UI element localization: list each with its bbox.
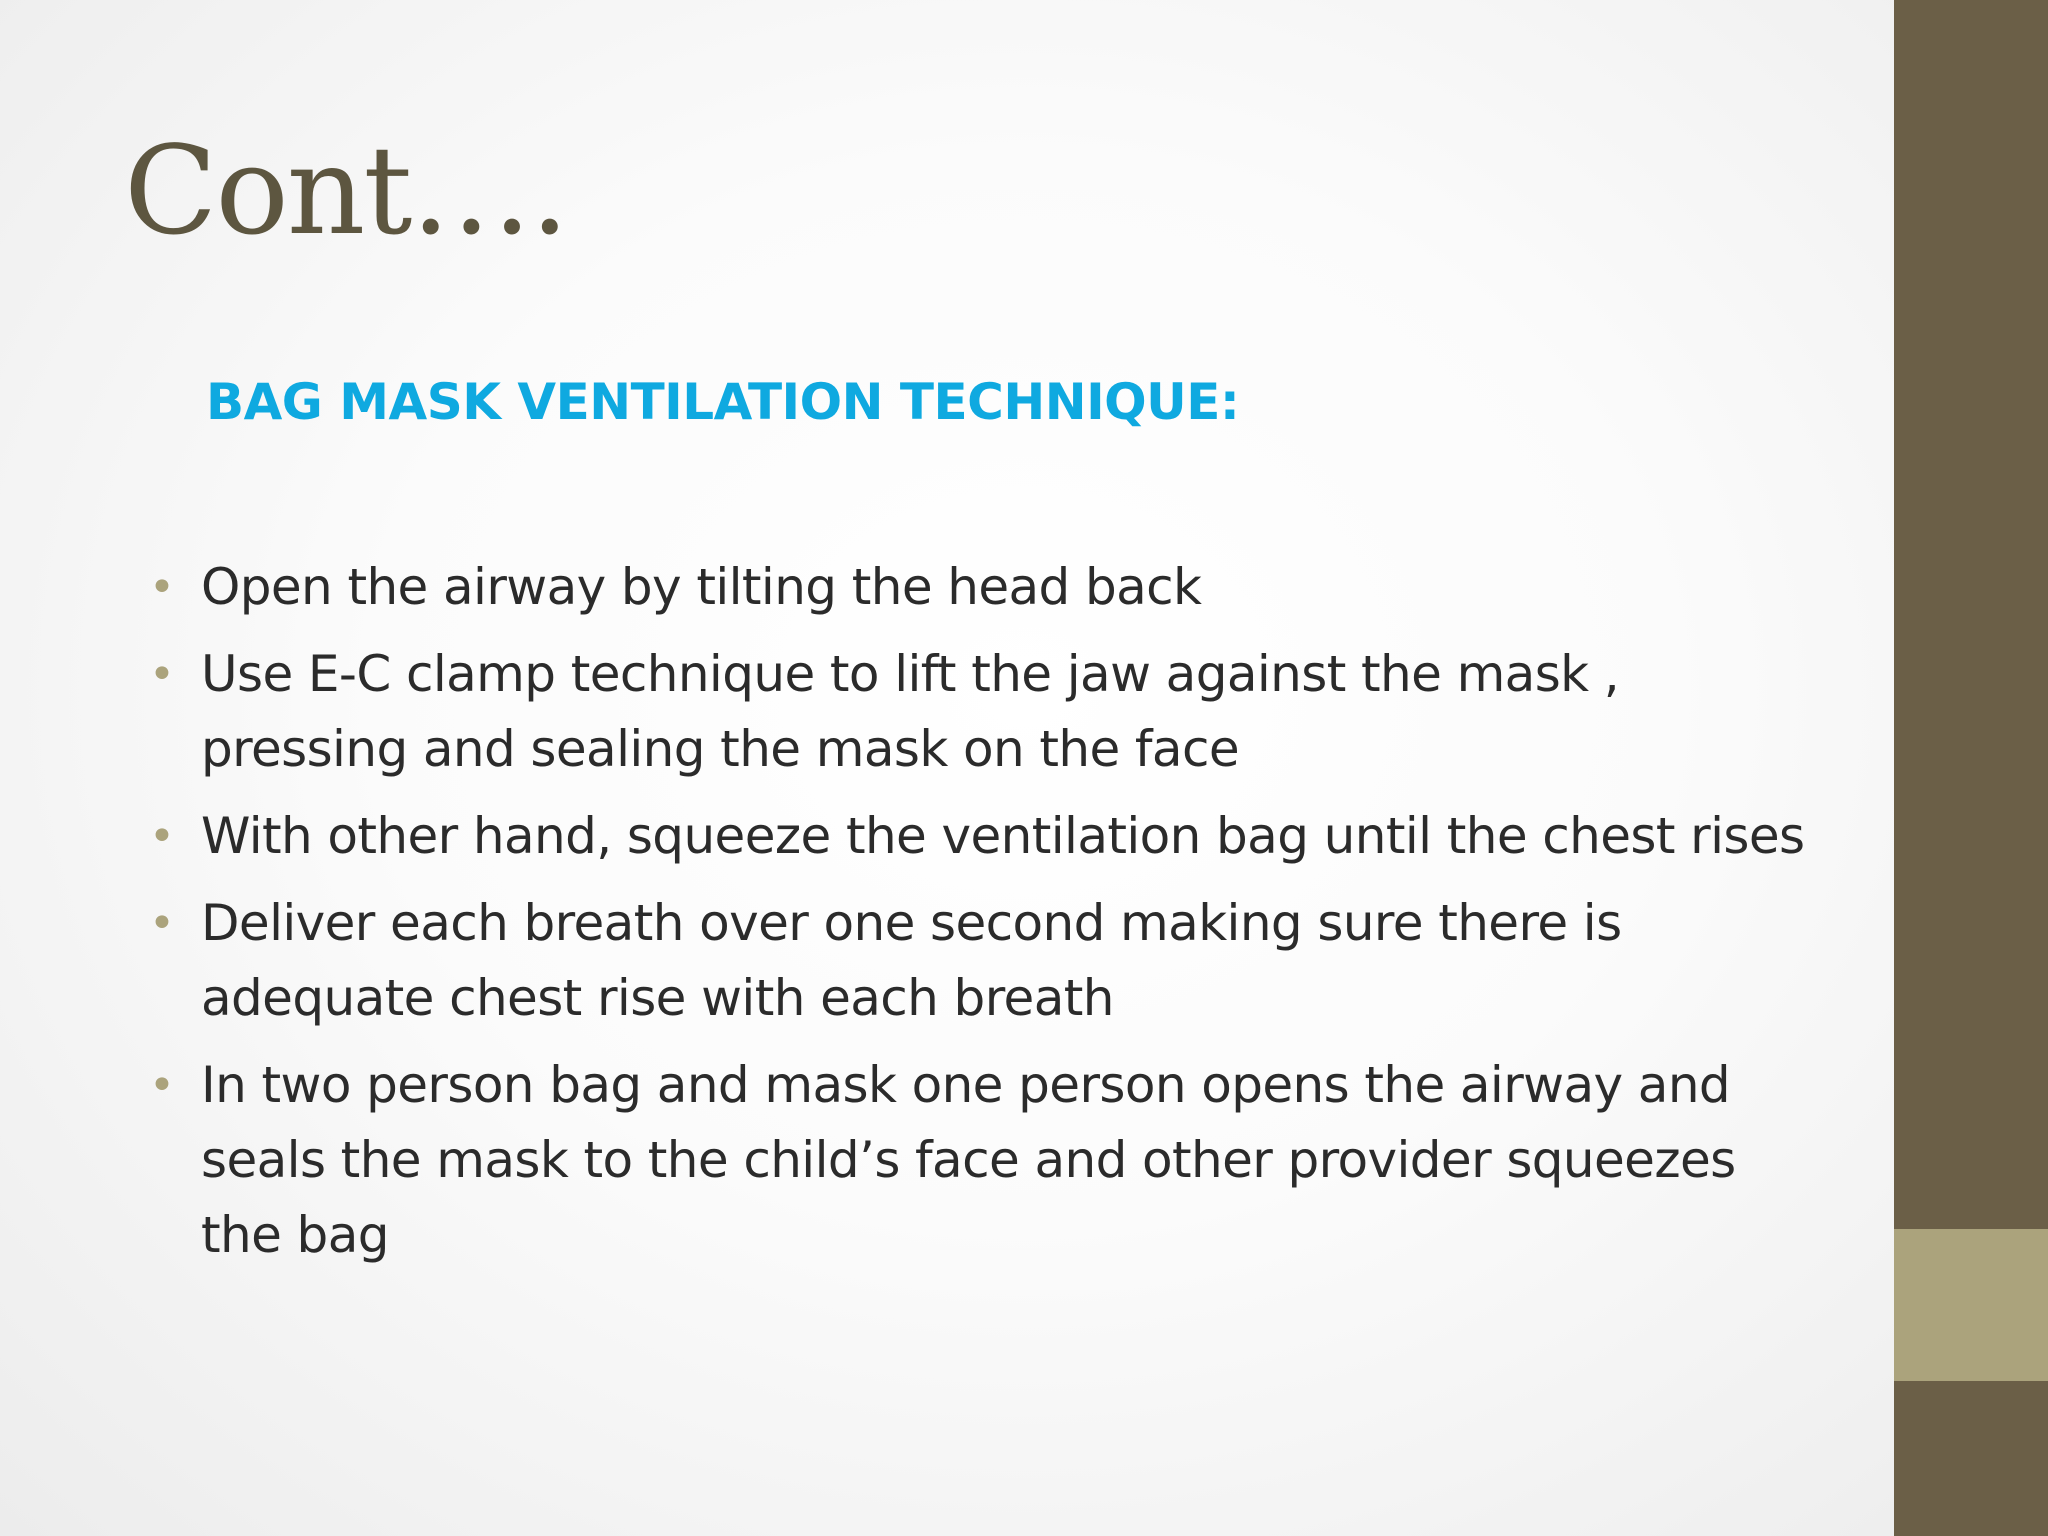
bullet-dot-icon: • [149, 649, 175, 700]
bullet-item [145, 799, 1825, 874]
bullet-text: Use E-C clamp technique to lift the jaw against the mask , pressing and sealing the mask on the face [201, 645, 1620, 778]
slide-title: Cont…. [124, 120, 568, 262]
slide-subtitle: BAG MASK VENTILATION TECHNIQUE: [206, 373, 1240, 431]
bullet-text: In two person bag and mask one person opens the airway and seals the mask to the child’s face and other provider squeezes the bag [201, 1056, 1736, 1264]
bullet-list [145, 550, 1825, 1285]
bullet-text: Deliver each breath over one second making sure there is adequate chest rise with each breath [201, 894, 1622, 1027]
bullet-item [145, 886, 1825, 1036]
bullet-text: With other hand, squeeze the ventilation bag until the chest rises [201, 807, 1805, 865]
bullet-dot-icon: • [149, 562, 175, 613]
bullet-dot-icon: • [149, 1060, 175, 1111]
bullet-item [145, 637, 1825, 787]
bullet-item [145, 550, 1825, 625]
side-decoration-accent [1894, 1229, 2048, 1381]
bullet-dot-icon: • [149, 898, 175, 949]
bullet-item [145, 1048, 1825, 1273]
bullet-text: Open the airway by tilting the head back [201, 558, 1202, 616]
bullet-dot-icon: • [149, 811, 175, 862]
